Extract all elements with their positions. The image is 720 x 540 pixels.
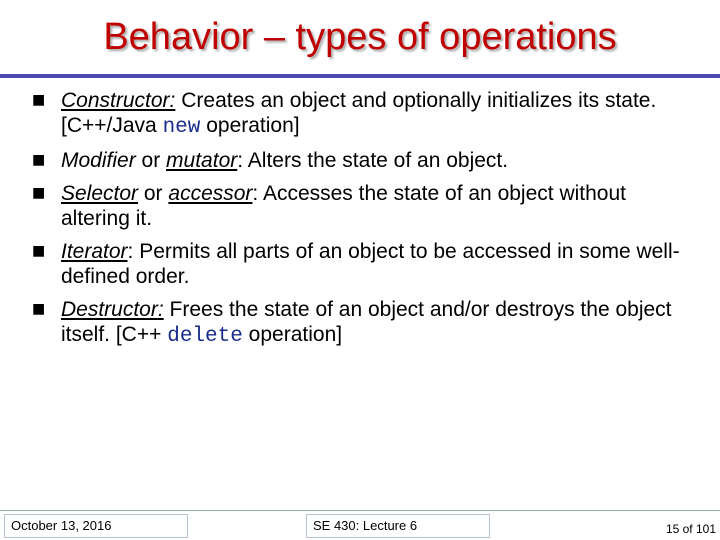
- code-keyword: new: [162, 116, 201, 139]
- term-colon: :: [157, 298, 164, 321]
- term: Modifier: [61, 149, 136, 172]
- term: Selector: [61, 182, 139, 205]
- footer-date: October 13, 2016: [4, 514, 188, 538]
- bullet-text: Frees the state of an object and/or destroys the object itself. [C++: [61, 298, 672, 346]
- bullet-text: Accesses the state of an object without altering it.: [61, 182, 626, 230]
- term-joiner: or: [138, 182, 169, 205]
- square-bullet-icon: ■: [32, 152, 46, 168]
- term-2: mutator: [166, 149, 238, 172]
- footer-divider: [0, 510, 720, 511]
- square-bullet-icon: ■: [32, 301, 46, 317]
- bullet-modifier: [32, 148, 692, 173]
- bullet-destructor: [32, 297, 692, 349]
- square-bullet-icon: ■: [32, 92, 46, 108]
- footer-course: SE 430: Lecture 6: [306, 514, 490, 538]
- slide-title: Behavior – types of operations: [103, 16, 617, 58]
- term-joiner: or: [135, 149, 167, 172]
- bullet-text-end: operation]: [200, 114, 300, 137]
- term-colon: :: [252, 182, 259, 205]
- term-colon: :: [169, 89, 176, 112]
- term: Destructor: [61, 298, 158, 321]
- slide-footer: [0, 510, 720, 540]
- bullet-list: [32, 88, 692, 357]
- bullet-text: Creates an object and optionally initializes its state. [C++/Java: [61, 89, 657, 137]
- bullet-constructor: [32, 88, 692, 140]
- title-divider: [0, 74, 720, 78]
- term-colon: :: [127, 240, 134, 263]
- term-colon: :: [237, 149, 244, 172]
- term-2: accessor: [168, 182, 253, 205]
- term: Constructor: [61, 89, 170, 112]
- square-bullet-icon: ■: [32, 185, 46, 201]
- bullet-text: Alters the state of an object.: [243, 149, 509, 172]
- bullet-text-end: operation]: [242, 323, 343, 346]
- bullet-iterator: [32, 239, 692, 289]
- term: Iterator: [61, 240, 128, 263]
- square-bullet-icon: ■: [32, 243, 46, 259]
- footer-page-number: 15 of 101: [644, 518, 716, 540]
- code-keyword: delete: [167, 325, 243, 348]
- bullet-text: Permits all parts of an object to be accessed in some well-defined order.: [61, 240, 680, 288]
- bullet-selector: [32, 181, 692, 231]
